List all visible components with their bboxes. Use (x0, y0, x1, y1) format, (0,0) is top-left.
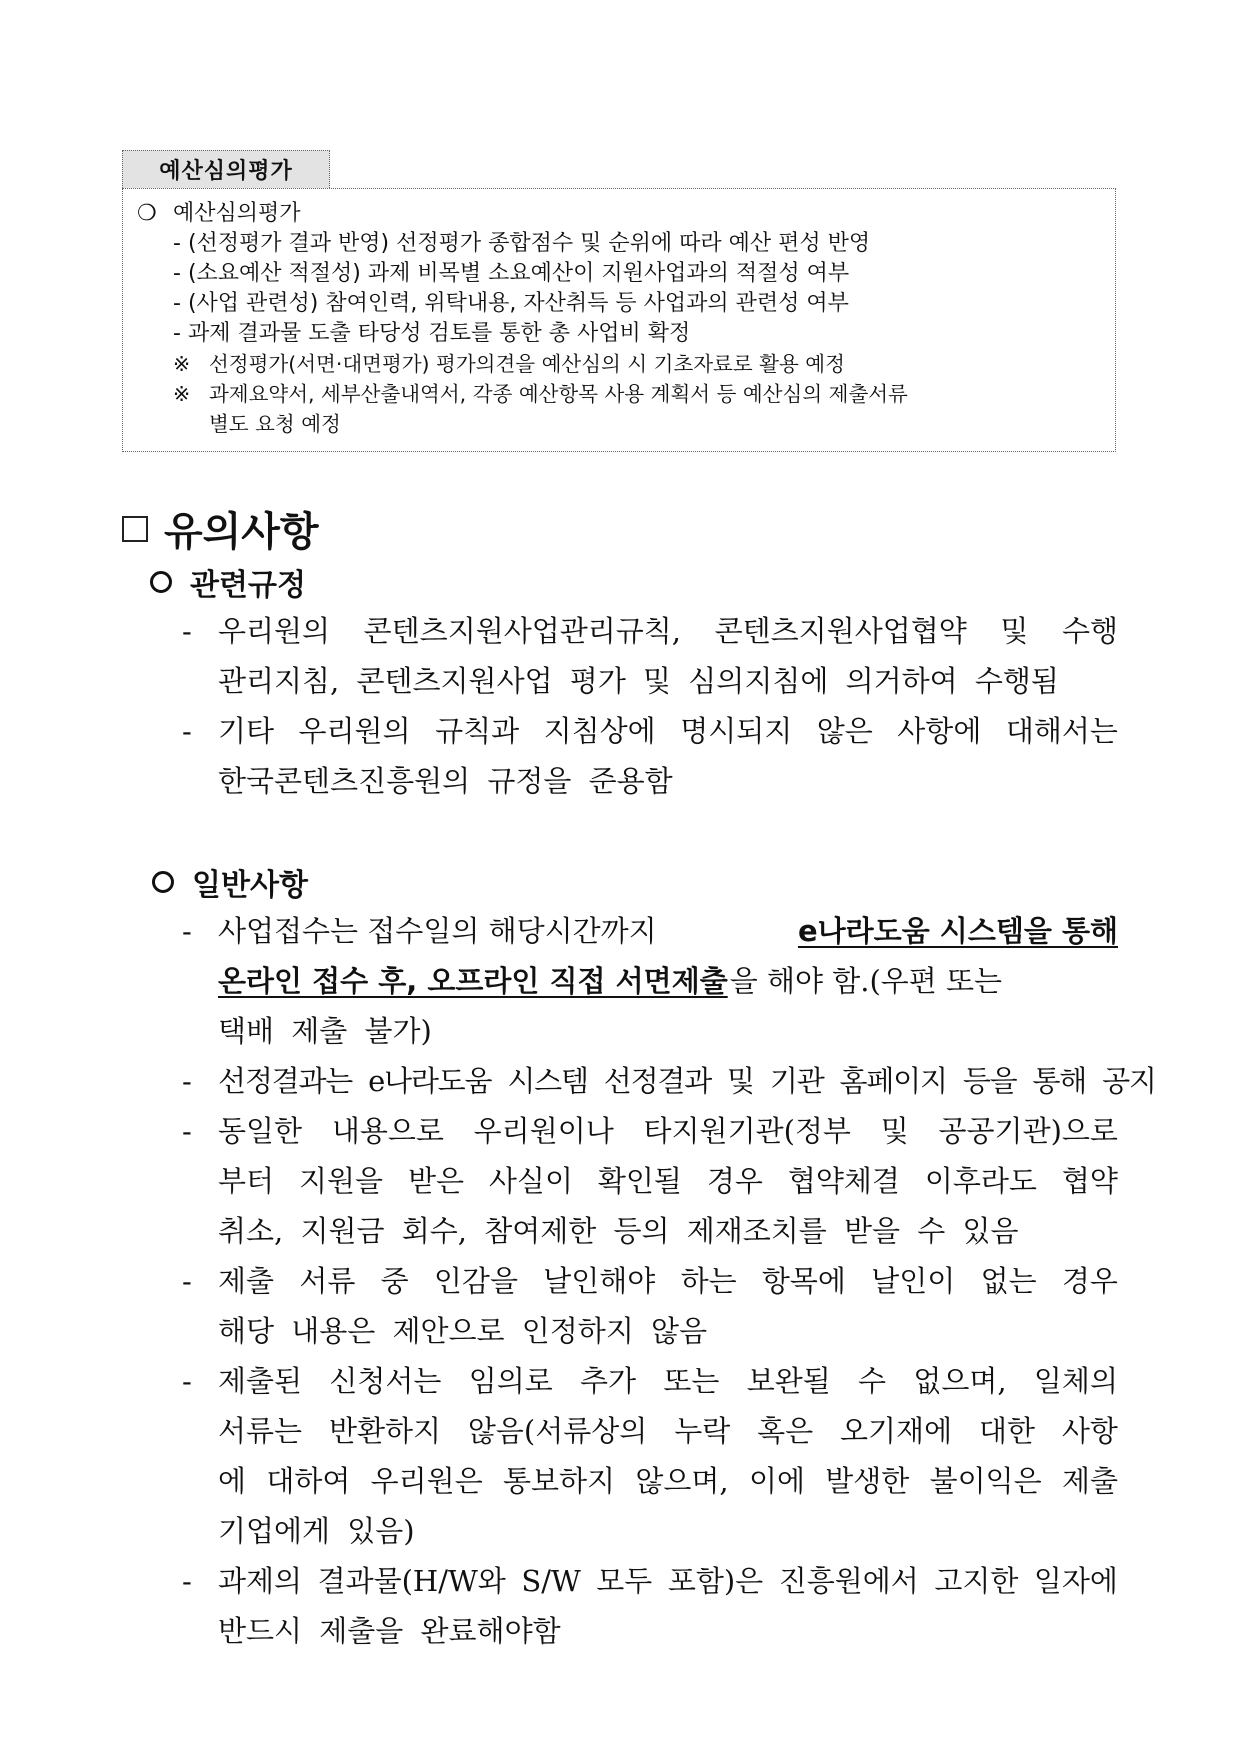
general-heading (152, 860, 308, 904)
budget-review-box (122, 188, 1116, 452)
general-item-continued: 취소, 지원금 회수, 참여제한 등의 제재조치를 받을 수 있음 (218, 1214, 1019, 1248)
highlight-enaradoum: e나라도움 시스템을 통해 (797, 914, 1118, 948)
general-item: - 제출 서류 중 인감을 날인해야 하는 항목에 날인이 없는 경우 (182, 1264, 1118, 1298)
regulation-item-continued: 한국콘텐츠진흥원의 규정을 준용함 (218, 764, 673, 798)
budget-item: - (소요예산 적절성) 과제 비목별 소요예산이 지원사업과의 적절성 여부 (173, 261, 850, 286)
budget-review-heading: ❍ 예산심의평가 (137, 199, 1101, 229)
section-title-text: 유의사항 (164, 509, 319, 555)
section-title (122, 500, 319, 557)
general-item-continued: 반드시 제출을 완료해야함 (218, 1614, 561, 1648)
bullet-circle-icon (150, 571, 172, 593)
regulations-body (182, 606, 1118, 806)
general-item: - 사업접수는 접수일의 해당시간까지 e나라도움 시스템을 통해 (182, 906, 1118, 956)
general-item-continued: 에 대하여 우리원은 통보하지 않으며, 이에 발생한 불이익은 제출 (218, 1464, 1118, 1498)
bullet-circle-icon (152, 871, 174, 893)
regulation-item-continued: 관리지침, 콘텐츠지원사업 평가 및 심의지침에 의거하여 수행됨 (218, 664, 1059, 698)
general-item: - 과제의 결과물(H/W와 S/W 모두 포함)은 진흥원에서 고지한 일자에 (182, 1564, 1118, 1598)
budget-review-tab-label: 예산심의평가 (159, 159, 293, 184)
budget-item: - (사업 관련성) 참여인력, 위탁내용, 자산취득 등 사업과의 관련성 여부 (173, 291, 849, 316)
general-item-continued: 해당 내용은 제안으로 인정하지 않음 (218, 1314, 708, 1348)
regulation-item: - 우리원의 콘텐츠지원사업관리규칙, 콘텐츠지원사업협약 및 수행 (182, 614, 1118, 648)
regulations-heading-text: 관련규정 (190, 568, 306, 603)
general-item-continued: 서류는 반환하지 않음(서류상의 누락 혹은 오기재에 대한 사항 (218, 1414, 1118, 1448)
regulation-item: - 기타 우리원의 규칙과 지침상에 명시되지 않은 사항에 대해서는 (182, 714, 1118, 748)
budget-item: - 과제 결과물 도출 타당성 검토를 통한 총 사업비 확정 (173, 321, 691, 346)
general-item-continued: 택배 제출 불가) (218, 1014, 432, 1048)
general-body (182, 906, 1156, 1656)
general-item: - 선정결과는 e나라도움 시스템 선정결과 및 기관 홈페이지 등을 통해 공지 (182, 1064, 1156, 1098)
general-item-continued: 기업에게 있음) (218, 1514, 415, 1548)
bullet-circle-icon: ❍ (137, 201, 157, 226)
regulations-heading (150, 560, 306, 604)
budget-note: ※ 과제요약서, 세부산출내역서, 각종 예산항목 사용 계획서 등 예산심의 제출서류 (137, 379, 1101, 409)
highlight-online-offline: 온라인 접수 후, 오프라인 직접 서면제출 (218, 964, 728, 998)
general-item: - 제출된 신청서는 임의로 추가 또는 보완될 수 없으며, 일체의 (182, 1364, 1118, 1398)
general-item-continued: 온라인 접수 후, 오프라인 직접 서면제출 을 해야 함.(우편 또는 (182, 956, 1118, 1006)
reference-mark-icon: ※ (173, 352, 191, 376)
general-item-continued: 부터 지원을 받은 사실이 확인될 경우 협약체결 이후라도 협약 (218, 1164, 1118, 1198)
budget-review-tab (122, 150, 330, 188)
checkbox-square-icon (122, 516, 148, 542)
budget-item: - (선정평가 결과 반영) 선정평가 종합점수 및 순위에 따라 예산 편성 반영 (173, 231, 871, 256)
budget-note: ※ 선정평가(서면·대면평가) 평가의견을 예산심의 시 기초자료로 활용 예정 (137, 349, 1101, 379)
reference-mark-icon: ※ (173, 382, 191, 406)
general-heading-text: 일반사항 (192, 868, 308, 903)
general-item: - 동일한 내용으로 우리원이나 타지원기관(정부 및 공공기관)으로 (182, 1114, 1118, 1148)
budget-note-continued: 별도 요청 예정 (209, 412, 341, 436)
